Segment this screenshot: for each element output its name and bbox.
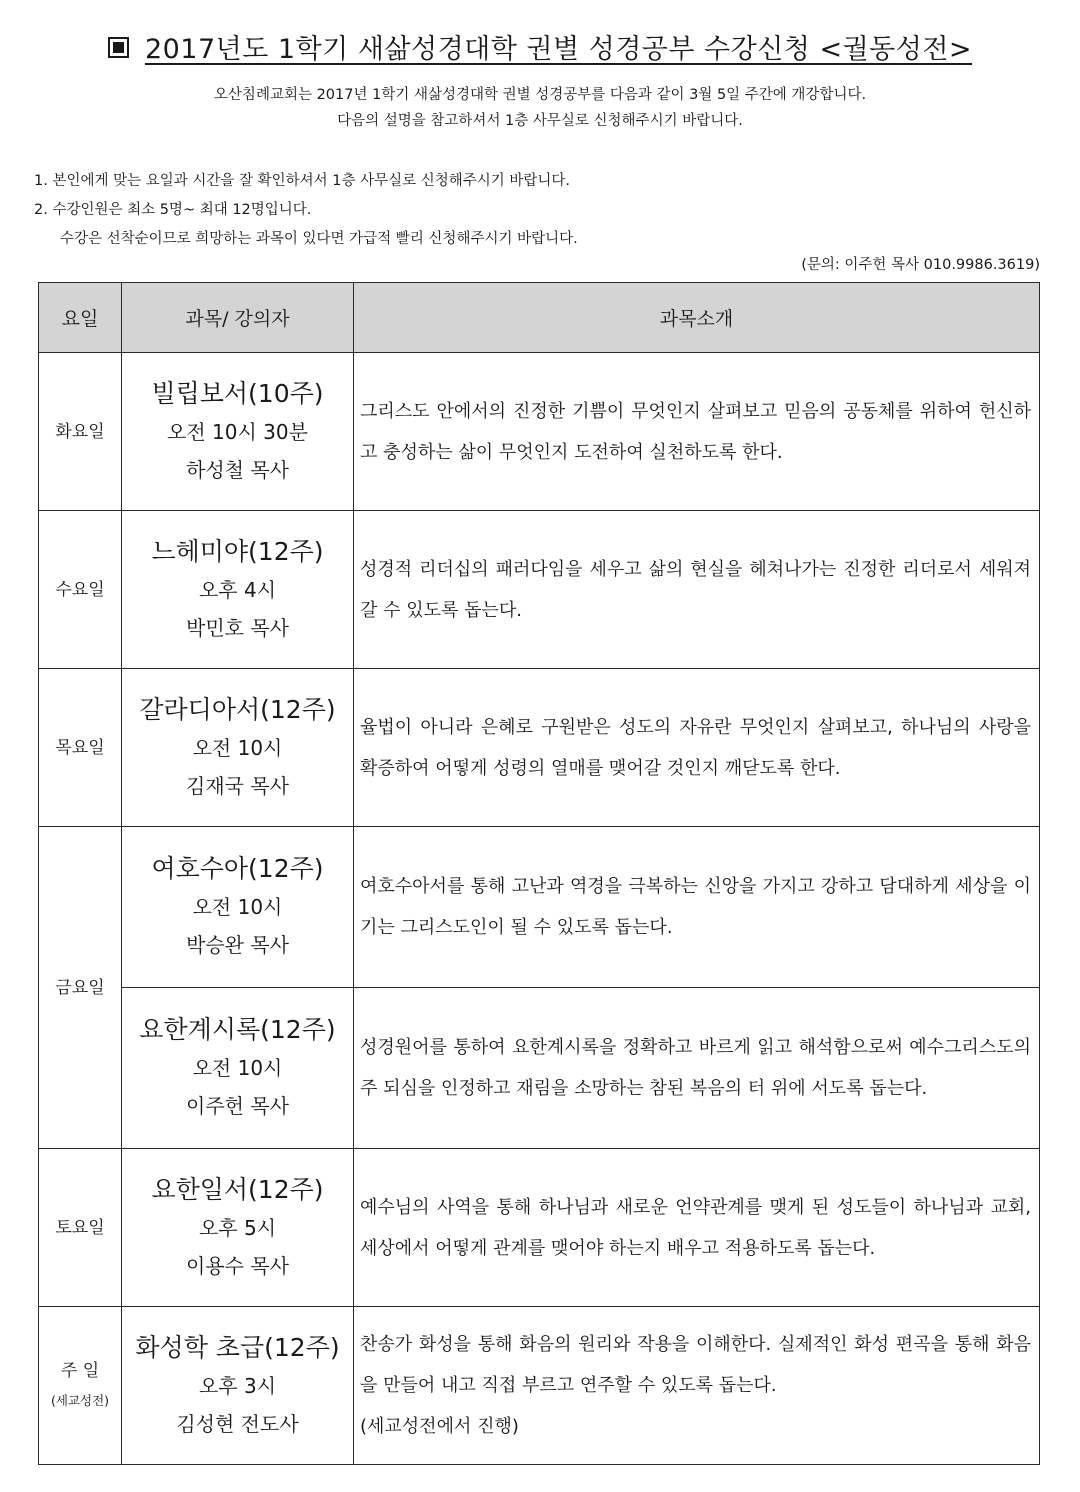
course-name: 여호수아(12주) — [151, 854, 324, 883]
day-cell: 수요일 — [39, 511, 122, 669]
course-name: 요한계시록(12주) — [139, 1015, 336, 1044]
course-name: 갈라디아서(12주) — [139, 694, 336, 724]
course-instructor: 이용수 목사 — [186, 1253, 289, 1278]
title-text: 2017년도 1학기 새삶성경대학 권별 성경공부 수강신청 <궐동성전> — [144, 34, 973, 65]
course-time: 오후 3시 — [198, 1373, 277, 1398]
course-description: 성경적 리더십의 패러다임을 세우고 삶의 현실을 헤쳐나가는 진정한 리더로서 세워져 갈 수 있도록 돕는다. — [360, 558, 1031, 621]
table-row — [39, 353, 1040, 511]
document-title — [0, 30, 1080, 70]
course-time: 오전 10시 — [192, 895, 283, 919]
course-note: (세교성전에서 진행) — [360, 1416, 519, 1437]
course-name: 느헤미야(12주) — [151, 536, 324, 566]
course-instructor: 김성현 전도사 — [176, 1411, 299, 1436]
intro-line: 오산침례교회는 2017년 1학기 새삶성경대학 권별 성경공부를 다음과 같이 3월 5일 주간에 개강합니다. — [213, 87, 867, 103]
course-description: 찬송가 화성을 통해 화음의 원리와 작용을 이해한다. 실제적인 화성 편곡을 통해 화음을 만들어 내고 직접 부르고 연주할 수 있도록 돕는다. — [360, 1334, 1031, 1396]
course-instructor: 박승완 목사 — [186, 933, 289, 957]
course-cell — [122, 1307, 354, 1465]
description-cell — [354, 353, 1040, 511]
course-time: 오전 10시 — [192, 735, 283, 760]
square-bullet-icon — [108, 37, 129, 58]
course-time: 오후 4시 — [198, 577, 277, 602]
day-cell: 화요일 — [39, 353, 122, 511]
course-description: 예수님의 사역을 통해 하나님과 새로운 언약관계를 맺게 된 성도들이 하나님과 교회, 세상에서 어떻게 관계를 맺어야 하는지 배우고 적용하도록 돕는다. — [360, 1196, 1031, 1259]
course-description: 그리스도 안에서의 진정한 기쁨이 무엇인지 살펴보고 믿음의 공동체를 위하여 헌신하고 충성하는 삶이 무엇인지 도전하여 실천하도록 한다. — [360, 400, 1031, 463]
course-name: 화성학 초급(12주) — [135, 1332, 340, 1362]
table-row — [39, 988, 1040, 1149]
description-cell — [354, 511, 1040, 669]
table-row — [39, 1307, 1040, 1465]
course-time: 오후 5시 — [198, 1215, 277, 1240]
course-cell — [122, 1149, 354, 1307]
note-item: 1. 본인에게 맞는 요일과 시간을 잘 확인하셔서 1층 사무실로 신청해주시기 바랍니다. — [34, 173, 570, 189]
course-description: 성경원어를 통하여 요한계시록을 정확하고 바르게 읽고 해석함으로써 예수그리스도의 주 되심을 인정하고 재림을 소망하는 참된 복음의 터 위에 서도록 돕는다. — [360, 1037, 1031, 1099]
description-cell — [354, 827, 1040, 988]
course-instructor: 하성철 목사 — [186, 457, 289, 482]
day-cell: 토요일 — [39, 1149, 122, 1307]
course-time: 오전 10시 — [192, 1056, 283, 1080]
notes-list — [34, 167, 578, 254]
note-item: 2. 수강인원은 최소 5명~ 최대 12명입니다. — [34, 202, 312, 218]
note-item: 수강은 선착순이므로 희망하는 과목이 있다면 가급적 빨리 신청해주시기 바랍니다. — [60, 231, 578, 247]
header-course: 과목/ 강의자 — [122, 283, 354, 353]
course-instructor: 이주헌 목사 — [186, 1094, 289, 1118]
course-name: 빌립보서(10주) — [151, 378, 324, 408]
table-row — [39, 511, 1040, 669]
description-cell — [354, 1149, 1040, 1307]
table-row — [39, 1149, 1040, 1307]
description-cell — [354, 988, 1040, 1149]
intro-text — [0, 82, 1080, 134]
course-description: 율법이 아니라 은혜로 구원받은 성도의 자유란 무엇인지 살펴보고, 하나님의 사랑을 확증하여 어떻게 성령의 열매를 맺어갈 것인지 깨닫도록 한다. — [360, 716, 1031, 779]
header-description: 과목소개 — [354, 283, 1040, 353]
course-instructor: 박민호 목사 — [186, 615, 289, 640]
course-cell — [122, 353, 354, 511]
description-cell — [354, 1307, 1040, 1465]
table-row — [39, 827, 1040, 988]
course-cell — [122, 669, 354, 827]
contact-info: (문의: 이주헌 목사 010.9986.3619) — [801, 257, 1040, 273]
day-label: 주 일 — [60, 1360, 100, 1381]
day-location: (세교성전) — [50, 1392, 110, 1408]
course-cell — [122, 827, 354, 988]
course-cell — [122, 988, 354, 1149]
day-cell — [39, 1307, 122, 1465]
course-cell — [122, 511, 354, 669]
description-cell — [354, 669, 1040, 827]
course-name: 요한일서(12주) — [151, 1174, 324, 1204]
day-cell: 목요일 — [39, 669, 122, 827]
course-description: 여호수아서를 통해 고난과 역경을 극복하는 신앙을 가지고 강하고 담대하게 세상을 이기는 그리스도인이 될 수 있도록 돕는다. — [360, 876, 1031, 938]
course-time: 오전 10시 30분 — [167, 419, 308, 444]
day-cell: 금요일 — [39, 827, 122, 1149]
header-day: 요일 — [39, 283, 122, 353]
intro-line: 다음의 설명을 참고하셔서 1층 사무실로 신청해주시기 바랍니다. — [337, 113, 743, 129]
table-row — [39, 669, 1040, 827]
table-header-row — [39, 283, 1040, 353]
course-schedule-table — [38, 282, 1040, 1465]
course-instructor: 김재국 목사 — [186, 773, 289, 798]
